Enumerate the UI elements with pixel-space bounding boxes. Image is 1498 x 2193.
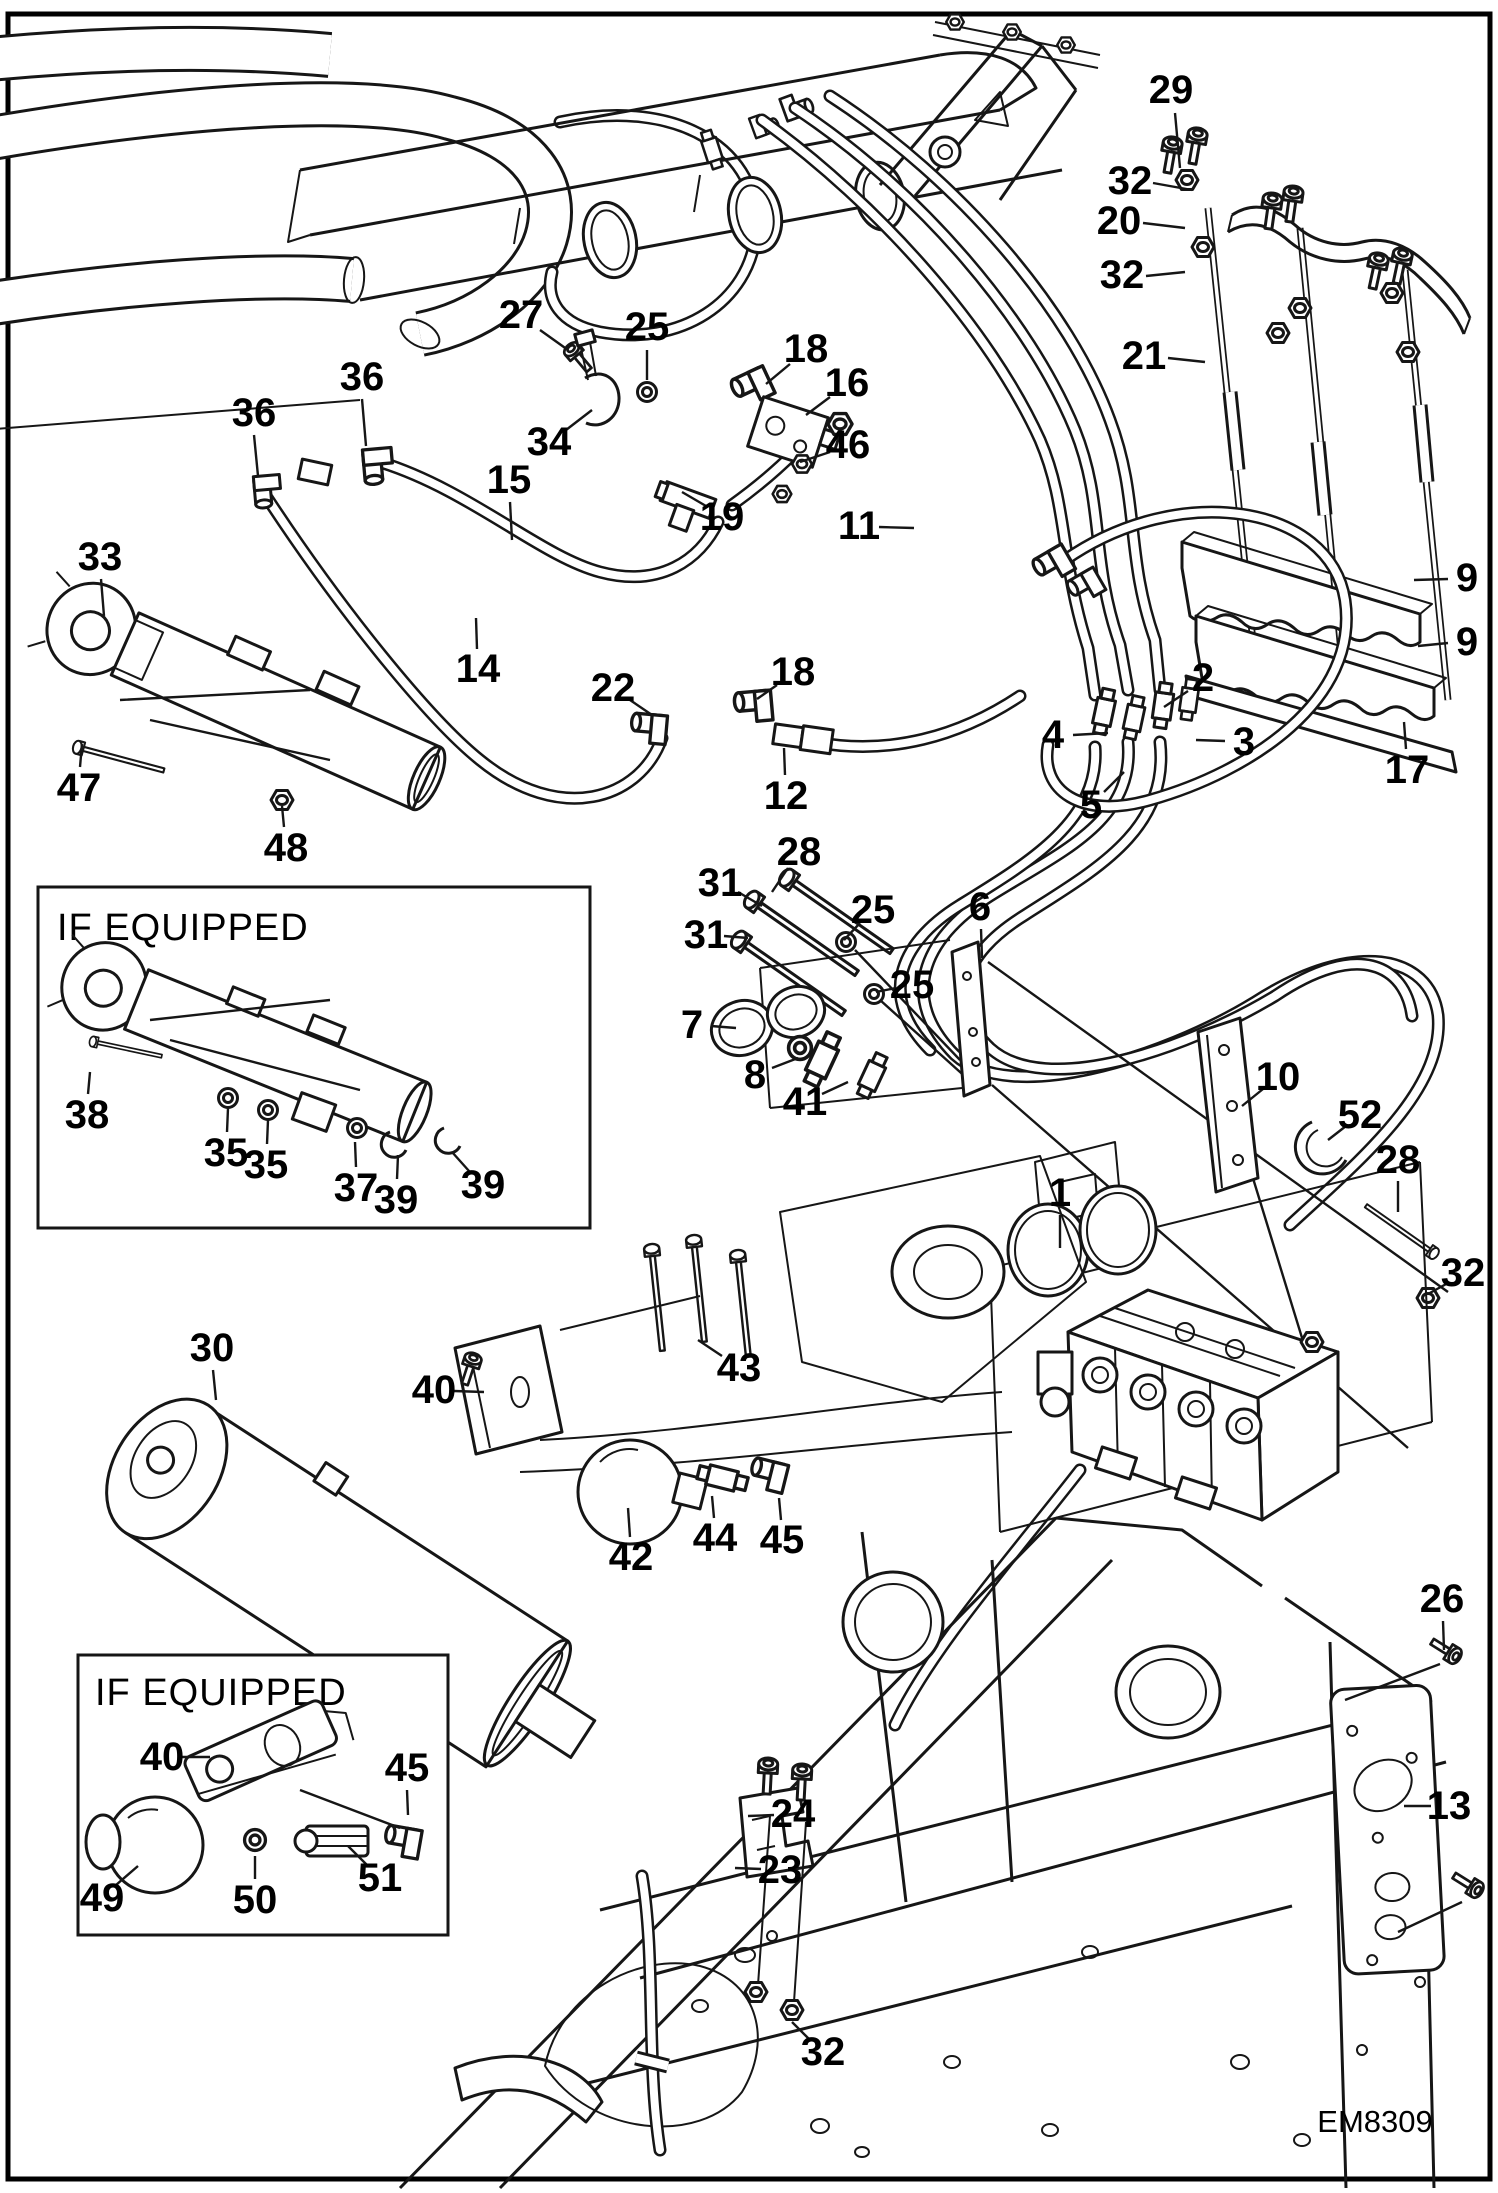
callout-9: 9 [1455, 620, 1479, 664]
callout-48: 48 [263, 826, 309, 870]
callout-36: 36 [339, 355, 385, 399]
callout-1: 1 [1048, 1171, 1072, 1215]
callout-49: 49 [79, 1876, 125, 1920]
callout-leader-45 [407, 1790, 408, 1815]
callout-leader-6 [981, 929, 982, 958]
callout-leader-9 [1414, 579, 1448, 580]
callout-37: 37 [333, 1166, 379, 1210]
callout-32: 32 [1099, 253, 1145, 297]
callout-18: 18 [770, 650, 816, 694]
callout-32: 32 [1107, 159, 1153, 203]
callout-2: 2 [1191, 656, 1215, 700]
callout-leader-36 [362, 399, 366, 446]
fitting-12 [772, 722, 833, 754]
callout-27: 27 [498, 293, 544, 337]
callout-31: 31 [683, 913, 729, 957]
callout-10: 10 [1255, 1055, 1301, 1099]
bracket-6 [952, 942, 990, 1096]
callout-3: 3 [1232, 720, 1256, 764]
callout-7: 7 [680, 1003, 704, 1047]
callout-leader-21 [1168, 358, 1205, 362]
callout-32: 32 [800, 2030, 846, 2074]
callout-25: 25 [889, 963, 935, 1007]
if-equipped-label-2: IF EQUIPPED [95, 1672, 347, 1714]
callout-leader-40 [454, 1391, 484, 1392]
callout-leader-32 [1146, 272, 1185, 276]
callout-41: 41 [782, 1080, 828, 1124]
callout-leader-37 [355, 1142, 356, 1167]
callout-8: 8 [743, 1053, 767, 1097]
callout-39: 39 [460, 1163, 506, 1207]
callout-11: 11 [837, 504, 881, 548]
clamp-34 [575, 330, 619, 425]
callout-9: 9 [1455, 556, 1479, 600]
clamp-bracket-40 [455, 1326, 562, 1454]
elbow-45 [748, 1457, 789, 1493]
callout-35: 35 [203, 1131, 249, 1175]
callout-leader-36 [254, 435, 258, 476]
callout-36: 36 [231, 391, 277, 435]
callout-29: 29 [1148, 68, 1194, 112]
callout-40: 40 [411, 1368, 457, 1412]
coupler-41 [855, 1051, 890, 1099]
callout-23: 23 [757, 1848, 803, 1892]
callout-15: 15 [486, 458, 532, 502]
if-equipped-label-1: IF EQUIPPED [57, 907, 309, 949]
callout-43: 43 [716, 1346, 762, 1390]
callout-25: 25 [624, 305, 670, 349]
callout-47: 47 [56, 766, 102, 810]
coupler-51 [295, 1826, 368, 1856]
callout-13: 13 [1426, 1784, 1472, 1828]
callout-leader-26 [1443, 1621, 1444, 1650]
callout-32: 32 [1440, 1251, 1486, 1295]
elbow-fitting-22 [630, 713, 668, 745]
callout-51: 51 [357, 1856, 403, 1900]
nut-50 [245, 1830, 266, 1851]
callout-52: 52 [1337, 1093, 1383, 1137]
callout-leader-30 [213, 1370, 216, 1400]
callout-leader-14 [476, 618, 477, 649]
if-equipped-box-1 [38, 887, 590, 1228]
control-valve [1008, 1186, 1338, 1520]
callout-35: 35 [243, 1143, 289, 1187]
callout-45: 45 [384, 1746, 430, 1790]
loader-frame [400, 1518, 1446, 2188]
callout-28: 28 [776, 830, 822, 874]
callout-26: 26 [1419, 1577, 1465, 1621]
callout-leader-12 [784, 748, 785, 775]
callout-31: 31 [697, 861, 743, 905]
callout-leader-45 [779, 1498, 781, 1520]
callout-leader-44 [712, 1496, 714, 1518]
callout-39: 39 [373, 1178, 419, 1222]
callout-14: 14 [455, 647, 501, 691]
callout-45: 45 [759, 1518, 805, 1562]
callout-44: 44 [692, 1516, 738, 1560]
callout-30: 30 [189, 1326, 235, 1370]
callout-42: 42 [608, 1535, 654, 1579]
callout-20: 20 [1096, 199, 1142, 243]
callout-17: 17 [1384, 748, 1430, 792]
callout-leader-20 [1143, 223, 1185, 228]
callout-22: 22 [590, 666, 636, 710]
callout-34: 34 [526, 420, 572, 464]
callout-6: 6 [968, 885, 992, 929]
callout-leader-27 [540, 330, 568, 350]
callout-24: 24 [770, 1792, 816, 1836]
callout-leader-3 [1196, 740, 1225, 741]
callout-4: 4 [1041, 713, 1065, 757]
callout-21: 21 [1121, 334, 1167, 378]
callout-38: 38 [64, 1093, 110, 1137]
curved-stop-plate [455, 2056, 602, 2122]
callout-50: 50 [232, 1878, 278, 1922]
callout-leader-11 [879, 527, 914, 528]
callout-46: 46 [825, 423, 871, 467]
boom-arm [288, 14, 1100, 300]
callout-25: 25 [850, 888, 896, 932]
callout-16: 16 [824, 361, 870, 405]
callout-5: 5 [1079, 783, 1103, 827]
callout-leader-39 [397, 1155, 398, 1179]
elbow-fitting-18b [734, 690, 773, 723]
callout-19: 19 [699, 495, 745, 539]
callout-40: 40 [139, 1735, 185, 1779]
callout-33: 33 [77, 535, 123, 579]
callout-leader-35 [227, 1108, 228, 1132]
callout-18: 18 [783, 327, 829, 371]
drawing-code: EM8309 [1317, 2104, 1433, 2139]
callout-28: 28 [1375, 1138, 1421, 1182]
callout-12: 12 [763, 774, 809, 818]
callout-leader-8 [772, 1058, 798, 1068]
callout-leader-35 [267, 1120, 268, 1144]
